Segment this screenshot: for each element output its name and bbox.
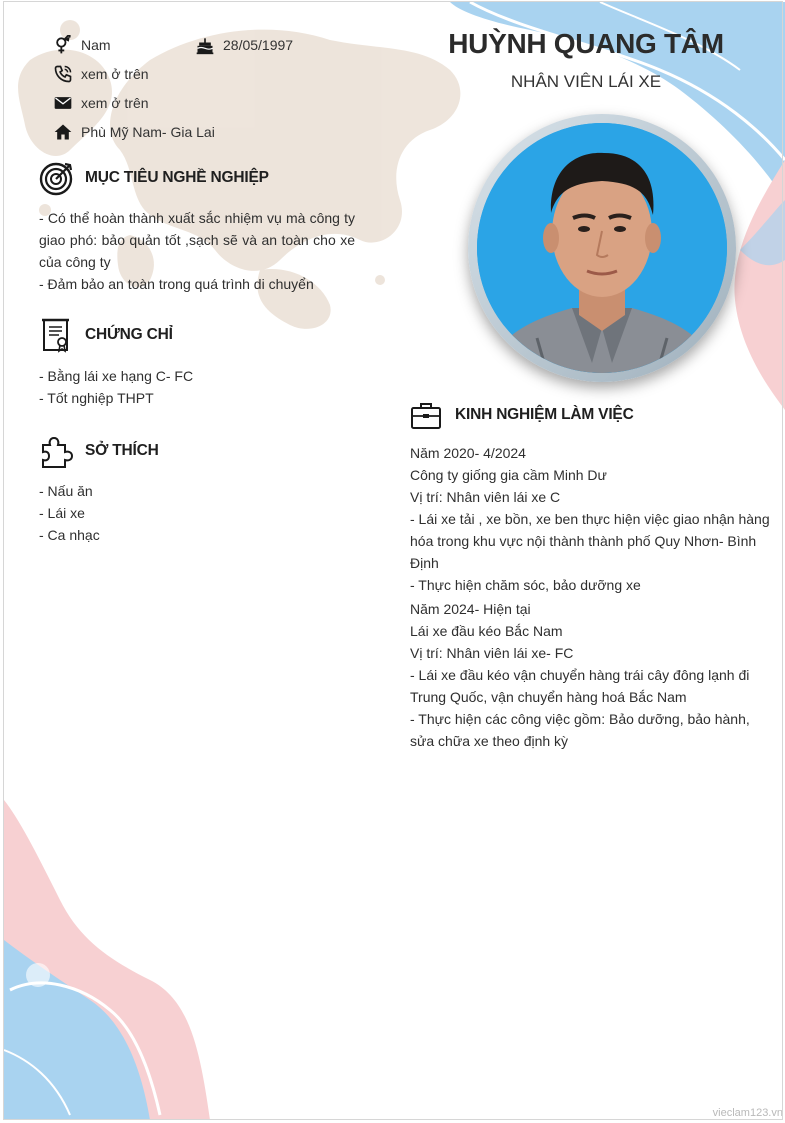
- phone-icon: [53, 64, 73, 84]
- candidate-position: NHÂN VIÊN LÁI XE: [510, 72, 662, 91]
- candidate-name: HUỲNH QUANG TÂM: [448, 28, 724, 59]
- gender-value: Nam: [81, 37, 111, 53]
- hobbies-body: [39, 480, 355, 546]
- job-role: Vị trí: Nhân viên lái xe C: [410, 489, 561, 505]
- objective-title: MỤC TIÊU NGHỀ NGHIỆP: [85, 169, 269, 186]
- birthday-value: 28/05/1997: [223, 37, 294, 53]
- briefcase-icon: [410, 400, 442, 430]
- job-duty: - Lái xe tải , xe bồn, xe ben thực hiện việc giao nhận hàng hóa trong khu vực nội thành thành phố Quy Nhơn- Bình Định: [410, 511, 770, 571]
- job-period: Năm 2020- 4/2024: [410, 445, 526, 461]
- avatar-frame: [468, 114, 736, 382]
- certificates-body: [39, 365, 355, 409]
- portrait-illustration: [477, 123, 727, 373]
- job-company: Công ty giống gia cầm Minh Dư: [410, 467, 607, 483]
- envelope-icon: [53, 93, 73, 113]
- experience-title: KINH NGHIỆM LÀM VIỆC: [455, 406, 634, 423]
- birthday-row: [195, 35, 293, 55]
- hobby-line: - Nấu ăn: [39, 483, 93, 499]
- objective-line: - Có thể hoàn thành xuất sắc nhiệm vụ mà công ty giao phó: bảo quản tốt ,sạch sẽ và an toàn cho xe của công ty: [39, 210, 355, 270]
- home-icon: [53, 122, 73, 142]
- job-duty: - Thực hiện các công việc gồm: Bảo dưỡng, bảo hành, sửa chữa xe theo định kỳ: [410, 711, 750, 749]
- certificates-title: CHỨNG CHỈ: [85, 326, 173, 343]
- job-duty: - Thực hiện chăm sóc, bảo dưỡng xe: [410, 577, 641, 593]
- puzzle-icon: [39, 433, 75, 469]
- hobby-line: - Ca nhạc: [39, 527, 100, 543]
- job-company: Lái xe đầu kéo Bắc Nam: [410, 623, 563, 639]
- experience-body: [410, 442, 774, 752]
- objective-body: [39, 207, 355, 295]
- job-duty: - Lái xe đầu kéo vận chuyển hàng trái cây đông lạnh đi Trung Quốc, vận chuyển hàng hoá Bắc Nam: [410, 667, 750, 705]
- hobby-line: - Lái xe: [39, 505, 85, 521]
- certificate-line: - Tốt nghiệp THPT: [39, 390, 154, 406]
- avatar: [477, 123, 727, 373]
- phone-value: xem ở trên: [81, 66, 149, 82]
- certificate-line: - Bằng lái xe hạng C- FC: [39, 368, 194, 384]
- address-value: Phù Mỹ Nam- Gia Lai: [81, 124, 215, 140]
- certificates-heading: [39, 317, 173, 353]
- phone-row: [53, 64, 149, 84]
- experience-heading: [410, 400, 634, 430]
- certificate-icon: [39, 317, 75, 353]
- hobbies-heading: [39, 433, 159, 469]
- target-icon: [39, 160, 75, 196]
- objective-line: - Đảm bảo an toàn trong quá trình di chuyển: [39, 276, 314, 292]
- job-role: Vị trí: Nhân viên lái xe- FC: [410, 645, 574, 661]
- birthday-cake-icon: [195, 35, 215, 55]
- email-value: xem ở trên: [81, 95, 149, 111]
- watermark: vieclam123.vn: [712, 1107, 783, 1119]
- hobbies-title: SỞ THÍCH: [85, 442, 159, 459]
- email-row: [53, 93, 149, 113]
- gender-icon: [53, 35, 73, 55]
- job-period: Năm 2024- Hiện tại: [410, 601, 531, 617]
- gender-row: [53, 35, 111, 55]
- address-row: [53, 122, 215, 142]
- objective-heading: [39, 160, 269, 196]
